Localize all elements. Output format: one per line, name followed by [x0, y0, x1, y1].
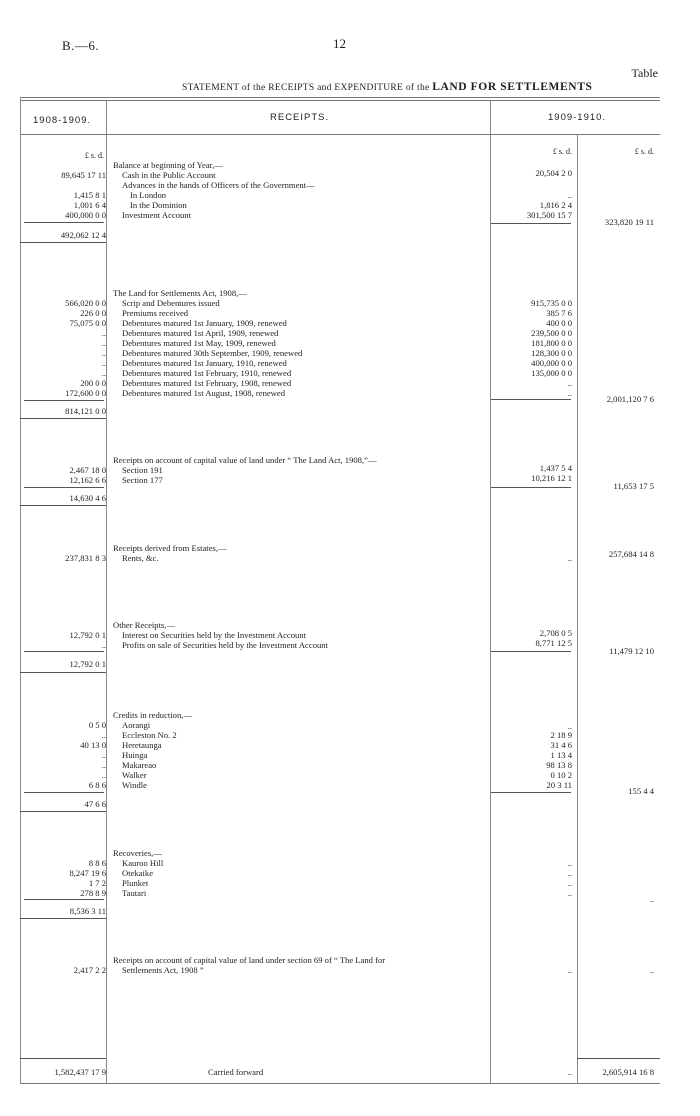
- section-heading: Receipts on account of capital value of land under section 69 of “ The Land for: [113, 955, 386, 965]
- amount-1908: ..: [101, 750, 106, 760]
- amount-1908: 8 8 6: [88, 858, 106, 868]
- sub-heading: Advances in the hands of Officers of the Government—: [122, 180, 315, 190]
- carried-forward-label: Carried forward: [208, 1067, 264, 1077]
- amount-1909: ..: [567, 878, 572, 888]
- page-number: 12: [333, 36, 346, 51]
- row-label: Eccleston No. 2: [122, 730, 177, 740]
- total-1909: 11,479 12 10: [609, 646, 654, 656]
- amount-1909: ..: [567, 378, 572, 388]
- section-heading: Credits in reduction,—: [113, 710, 193, 720]
- amount-1908: 226 0 0: [80, 308, 106, 318]
- amount-1908: ..: [101, 368, 106, 378]
- carried-forward-1909: 2,605,914 16 8: [602, 1067, 654, 1077]
- total-1909: ..: [649, 894, 654, 904]
- row-label: Tautari: [122, 888, 147, 898]
- row-label: Section 177: [122, 475, 163, 485]
- row-label: Windle: [122, 780, 147, 790]
- amount-1909: 31 4 6: [550, 740, 572, 750]
- section-heading: Other Receipts,—: [113, 620, 176, 630]
- amount-1909: 10,216 12 1: [531, 473, 572, 483]
- amount-1909: ..: [567, 888, 572, 898]
- table-label: Table: [631, 66, 658, 80]
- amount-1909: 20 3 11: [546, 780, 572, 790]
- unit-header-right: £ s. d.: [634, 147, 654, 156]
- amount-1909: 2 18 9: [550, 730, 572, 740]
- amount-1909: 128,300 0 0: [531, 348, 572, 358]
- amount-1909: 98 13 8: [546, 760, 572, 770]
- amount-1908: ..: [101, 338, 106, 348]
- total-1908: 492,062 12 4: [60, 230, 106, 240]
- row-label: Heretaunga: [122, 740, 162, 750]
- page-reference: B.—6.: [62, 38, 100, 53]
- row-label: Debentures matured 1st May, 1909, renewed: [122, 338, 276, 348]
- amount-1908: 237,831 8 3: [65, 553, 106, 563]
- total-1909: 257,684 14 8: [608, 549, 654, 559]
- amount-1908: 40 13 0: [80, 740, 106, 750]
- column-header-1908-1909: 1908-1909.: [33, 115, 92, 126]
- column-header-receipts: RECEIPTS.: [270, 112, 330, 123]
- row-label: Kauroo Hill: [122, 858, 164, 868]
- carried-forward-1909-mid: ..: [567, 1067, 572, 1077]
- row-label: Premiums received: [122, 308, 189, 318]
- amount-1908: 172,600 0 0: [65, 388, 106, 398]
- total-1908: 12,792 0 1: [69, 659, 106, 669]
- section-heading-continued: Settlements Act, 1908 ”: [122, 965, 204, 975]
- title-bold: LAND FOR SETTLEMENTS: [432, 81, 593, 93]
- amount-1909: 20,504 2 0: [535, 168, 572, 178]
- total-1909: 2,001,120 7 6: [606, 394, 654, 404]
- amount-1908: 2,417 2 2: [73, 965, 106, 975]
- amount-1908: ..: [101, 760, 106, 770]
- amount-1909: 8,771 12 5: [535, 638, 572, 648]
- amount-1908: 1,415 8 1: [73, 190, 106, 200]
- amount-1909: ..: [567, 721, 572, 731]
- unit-header-mid: £ s. d.: [552, 147, 572, 156]
- amount-1909: 1,816 2 4: [539, 200, 572, 210]
- amount-1909: 181,800 0 0: [531, 338, 572, 348]
- amount-1908: ..: [101, 358, 106, 368]
- amount-1909: 385 7 6: [546, 308, 572, 318]
- amount-1908: 1,001 6 4: [73, 200, 106, 210]
- total-1909: 155 4 4: [628, 786, 654, 796]
- amount-1908: 89,645 17 11: [61, 170, 106, 180]
- row-label: Debentures matured 1st January, 1909, renewed: [122, 318, 287, 328]
- amount-1909: 1,437 5 4: [539, 463, 572, 473]
- amount-1908: 12,162 6 6: [69, 475, 106, 485]
- section-heading: The Land for Settlements Act, 1908,—: [113, 288, 247, 298]
- amount-1908: ..: [101, 348, 106, 358]
- amount-1908: ..: [101, 328, 106, 338]
- amount-1909: 135,000 0 0: [531, 368, 572, 378]
- section-heading: Receipts on account of capital value of land under “ The Land Act, 1908,”—: [113, 455, 377, 465]
- row-label: Debentures matured 1st January, 1910, renewed: [122, 358, 287, 368]
- amount-1909: ..: [567, 868, 572, 878]
- statement-title: [182, 81, 592, 93]
- row-label: In London: [130, 190, 167, 200]
- section-heading: Balance at beginning of Year,—: [113, 160, 223, 170]
- amount-1908: 12,792 0 1: [69, 630, 106, 640]
- amount-1909: 2,708 0 5: [539, 628, 572, 638]
- unit-header-left: £ s. d.: [84, 151, 104, 160]
- amount-1908: 8,247 19 6: [69, 868, 106, 878]
- row-label: Walker: [122, 770, 147, 780]
- section-heading: Recoveries,—: [113, 848, 162, 858]
- amount-1909: 1 13 4: [550, 750, 572, 760]
- row-label: Cash in the Public Account: [122, 170, 216, 180]
- amount-1908: 278 8 9: [80, 888, 106, 898]
- amount-1908: ..: [101, 770, 106, 780]
- row-label: Investment Account: [122, 210, 191, 220]
- amount-1909: 915,735 0 0: [531, 298, 572, 308]
- amount-1908: 2,467 18 0: [69, 465, 106, 475]
- total-1908: 8,536 3 11: [69, 906, 106, 916]
- carried-forward-1908: 1,582,437 17 9: [54, 1067, 106, 1077]
- amount-1908: ..: [101, 730, 106, 740]
- amount-1909: ..: [567, 965, 572, 975]
- row-label: Debentures matured 1st August, 1908, renewed: [122, 388, 286, 398]
- amount-1908: 1 7 2: [88, 878, 106, 888]
- total-1909: ..: [649, 965, 654, 975]
- row-label: Debentures matured 1st April, 1909, renewed: [122, 328, 279, 338]
- row-label: Debentures matured 1st February, 1910, renewed: [122, 368, 292, 378]
- amount-1909: ..: [567, 553, 572, 563]
- amount-1909: ..: [567, 190, 572, 200]
- amount-1908: 400,000 0 0: [65, 210, 106, 220]
- row-label: In the Dominion: [130, 200, 187, 210]
- row-label: Interest on Securities held by the Investment Account: [122, 630, 307, 640]
- amount-1908: ..: [101, 640, 106, 650]
- total-1908: 14,630 4 6: [69, 493, 106, 503]
- amount-1909: 0 10 2: [550, 770, 572, 780]
- amount-1909: 239,500 0 0: [531, 328, 572, 338]
- row-label: Scrip and Debentures issued: [122, 298, 220, 308]
- row-label: Profits on sale of Securities held by the Investment Account: [122, 640, 328, 650]
- amount-1909: ..: [567, 858, 572, 868]
- row-label: Debentures matured 1st February, 1908, renewed: [122, 378, 292, 388]
- column-header-1909-1910: 1909-1910.: [548, 112, 607, 123]
- row-label: Aorangi: [122, 720, 151, 730]
- amount-1908: 6 8 6: [88, 780, 106, 790]
- section-heading: Receipts derived from Estates,—: [113, 543, 227, 553]
- amount-1909: 301,500 15 7: [526, 210, 572, 220]
- row-label: Plunket: [122, 878, 149, 888]
- row-label: Rents, &c.: [122, 553, 159, 563]
- amount-1909: ..: [567, 388, 572, 398]
- amount-1909: 400,000 0 0: [531, 358, 572, 368]
- amount-1908: 75,075 0 0: [69, 318, 106, 328]
- total-1909: 323,820 19 11: [604, 217, 654, 227]
- total-1909: 11,653 17 5: [613, 481, 654, 491]
- row-label: Section 191: [122, 465, 163, 475]
- row-label: Debentures matured 30th September, 1909, renewed: [122, 348, 303, 358]
- amount-1908: 0 5 0: [88, 720, 106, 730]
- total-1908: 814,121 0 0: [65, 406, 106, 416]
- row-label: Huinga: [122, 750, 148, 760]
- row-label: Makareao: [122, 760, 157, 770]
- amount-1908: 566,020 0 0: [65, 298, 106, 308]
- title-prefix: STATEMENT of the RECEIPTS and EXPENDITURE of the: [182, 83, 430, 93]
- amount-1908: 200 0 0: [80, 378, 106, 388]
- total-1908: 47 6 6: [84, 799, 106, 809]
- amount-1909: 400 0 0: [546, 318, 572, 328]
- row-label: Otekaike: [122, 868, 154, 878]
